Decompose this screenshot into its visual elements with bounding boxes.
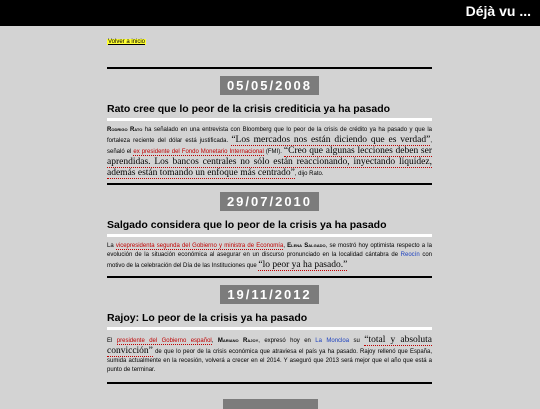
headline-underline: [107, 327, 432, 330]
body-text: de que lo peor de la crisis económica que atraviesa el país ya ha pasado. Rajoy rellenó que España, sumida actualmente en la recesión, volverá a crecer en el 2014. Y aseguró que 2013 será mejor que el año que está a punto de terminar.: [107, 349, 432, 373]
section-divider: [107, 67, 432, 69]
body-text: ,: [211, 338, 218, 344]
body-text: El: [107, 338, 117, 344]
entry-date-wrap: [107, 285, 432, 304]
body-text: , señaló el: [107, 138, 432, 155]
entry-body: [107, 242, 432, 271]
quote: “lo peor ya ha pasado.”: [258, 260, 348, 270]
entry-headline: Rato cree que lo peor de la crisis crediticia ya ha pasado: [107, 103, 391, 115]
entry-body: [107, 126, 432, 179]
entry-date: 29/07/2010: [220, 192, 319, 211]
place-link[interactable]: Reocín: [400, 252, 420, 258]
body-text: (FMI).: [263, 149, 284, 155]
role-link[interactable]: ex presidente del Fondo Monetario Internacional: [133, 149, 264, 155]
top-bar: [0, 0, 540, 26]
headline-underline: [107, 118, 432, 121]
body-text: su: [349, 338, 365, 344]
quote: “Creo que algunas lecciones deben ser aprendidas. Los bancos centrales no sólo están reaccionando, inyectando liquidez, además están tomando un enfoque más centrado”: [107, 146, 433, 178]
section-divider: [107, 382, 432, 384]
entry-headline: Rajoy: Lo peor de la crisis ya ha pasado: [107, 312, 308, 324]
body-text: , expresó hoy en: [258, 338, 316, 344]
quote: “total y absoluta convicción”: [107, 335, 433, 356]
entry-date-wrap: [107, 192, 432, 211]
content-column: [107, 30, 432, 384]
body-text: , se mostró hoy optimista respecto a la evolución de la situación económica al asegurar en un discurso pronunciado en la localidad cántabra de: [107, 243, 432, 258]
entry-body: [107, 335, 432, 375]
entry-date-wrap: [107, 76, 432, 95]
body-text: ,: [283, 243, 288, 249]
entry-date: 19/11/2012: [220, 285, 318, 304]
section-divider: [107, 276, 432, 278]
body-text: ha señalado en una entrevista con Bloomberg que lo peor de la crisis de crédito ya ha pasado y que la fortaleza reciente del dólar está justificada.: [107, 127, 432, 144]
person-name: Rodrigo Rato: [107, 127, 143, 133]
site-title: Déjà vu ...: [465, 3, 531, 19]
section-divider: [107, 183, 432, 185]
headline-underline: [107, 234, 432, 237]
person-name: Mariano Rajoy: [217, 338, 259, 344]
entry-headline: Salgado considera que lo peor de la crisis ya ha pasado: [107, 219, 387, 231]
place-link[interactable]: La Moncloa: [315, 338, 350, 344]
role-link[interactable]: vicepresidenta segunda del Gobierno y ministra de Economía: [115, 243, 284, 249]
person-name: Elena Salgado: [287, 243, 326, 249]
next-entry-date-partial: [223, 399, 318, 409]
body-text: , dijo Rato.: [294, 171, 324, 177]
body-text: La: [107, 243, 116, 249]
body-text: con motivo de la celebración del Día de las Instituciones que: [107, 252, 432, 269]
role-link[interactable]: presidente del Gobierno español: [116, 338, 212, 344]
entry-date: 05/05/2008: [220, 76, 319, 95]
quote: “Los mercados nos están diciendo que es verdad”: [231, 135, 431, 145]
back-to-home-link[interactable]: Volver a inicio: [108, 39, 146, 45]
